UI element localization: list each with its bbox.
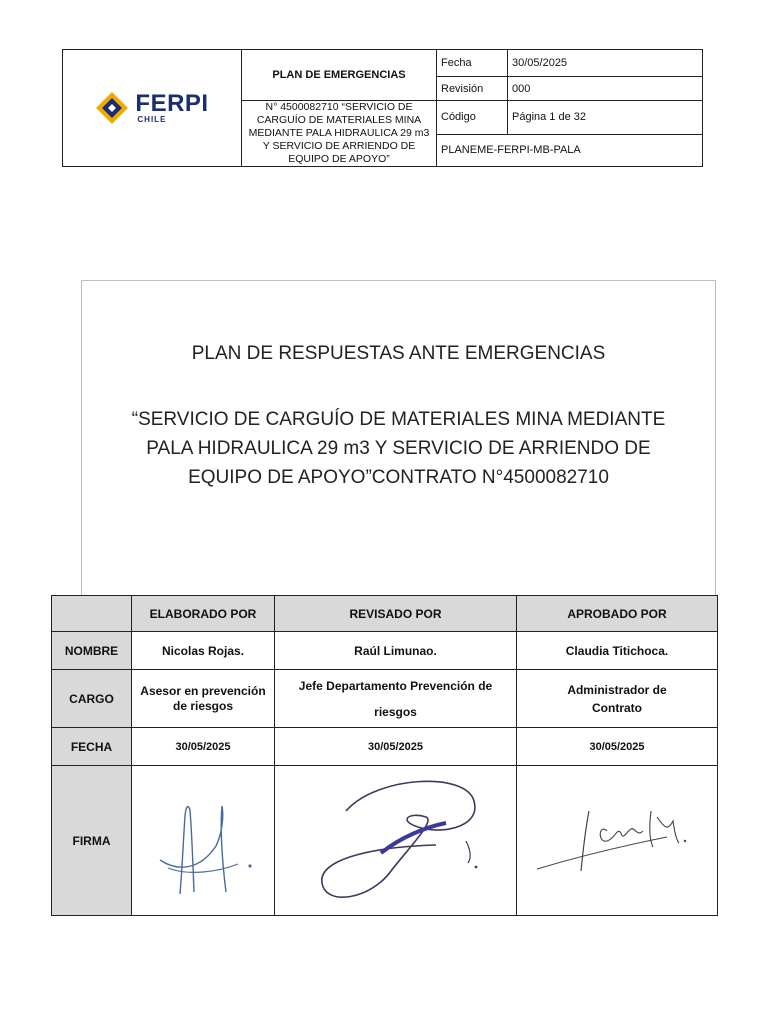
fecha-aprobado: 30/05/2025	[517, 728, 718, 766]
row-label-firma: FIRMA	[52, 766, 132, 916]
column-header-revisado: REVISADO POR	[275, 596, 517, 632]
nombre-revisado: Raúl Limunao.	[275, 632, 517, 670]
firma-aprobado	[517, 766, 718, 916]
signature-aprobado	[527, 781, 707, 901]
cargo-revisado: Jefe Departamento Prevención de riesgos	[275, 670, 517, 728]
logo-sub: CHILE	[137, 115, 167, 124]
column-header-aprobado: APROBADO POR	[517, 596, 718, 632]
nombre-aprobado: Claudia Titichoca.	[517, 632, 718, 670]
table-row	[52, 632, 718, 670]
table-row	[52, 596, 718, 632]
document-description: N° 4500082710 “SERVICIO DE CARGUÍO DE MATERIALES MINA MEDIANTE PALA HIDRAULICA 29 m3 Y SERVICIO DE ARRIENDO DE EQUIPO DE APOYO”	[242, 101, 437, 167]
row-label-nombre: NOMBRE	[52, 632, 132, 670]
document-header	[62, 49, 703, 167]
row-label-cargo: CARGO	[52, 670, 132, 728]
fecha-elaborado: 30/05/2025	[132, 728, 275, 766]
corner-cell	[52, 596, 132, 632]
table-row	[52, 766, 718, 916]
pagina-value: Página 1 de 32	[508, 101, 703, 135]
nombre-elaborado: Nicolas Rojas.	[132, 632, 275, 670]
firma-revisado	[275, 766, 517, 916]
logo-cell	[63, 50, 242, 167]
cargo-aprobado: Administrador de Contrato	[517, 670, 718, 728]
ferpi-diamond-icon	[95, 91, 129, 125]
table-row	[52, 728, 718, 766]
fecha-label: Fecha	[437, 50, 508, 77]
firma-elaborado	[132, 766, 275, 916]
logo-name: FERPI	[135, 90, 209, 117]
fecha-value: 30/05/2025	[508, 50, 703, 77]
codigo-value: PLANEME-FERPI-MB-PALA	[437, 134, 703, 166]
table-row	[52, 670, 718, 728]
approval-table	[51, 595, 718, 916]
document-title: PLAN DE EMERGENCIAS	[242, 50, 437, 101]
codigo-label: Código	[437, 101, 508, 135]
fecha-revisado: 30/05/2025	[275, 728, 517, 766]
cargo-elaborado: Asesor en prevención de riesgos	[132, 670, 275, 728]
row-label-fecha: FECHA	[52, 728, 132, 766]
signature-elaborado	[138, 776, 268, 906]
signature-revisado	[286, 771, 506, 911]
revision-label: Revisión	[437, 77, 508, 101]
revision-value: 000	[508, 77, 703, 101]
column-header-elaborado: ELABORADO POR	[132, 596, 275, 632]
ferpi-logo	[67, 91, 237, 125]
cover-title: PLAN DE RESPUESTAS ANTE EMERGENCIAS	[191, 343, 606, 364]
cover-subtitle: “SERVICIO DE CARGUÍO DE MATERIALES MINA MEDIANTE PALA HIDRAULICA 29 m3 Y SERVICIO DE ARRIENDO DE EQUIPO DE APOYO”CONTRATO N°4500082710	[131, 409, 666, 488]
cover-box	[81, 280, 716, 596]
